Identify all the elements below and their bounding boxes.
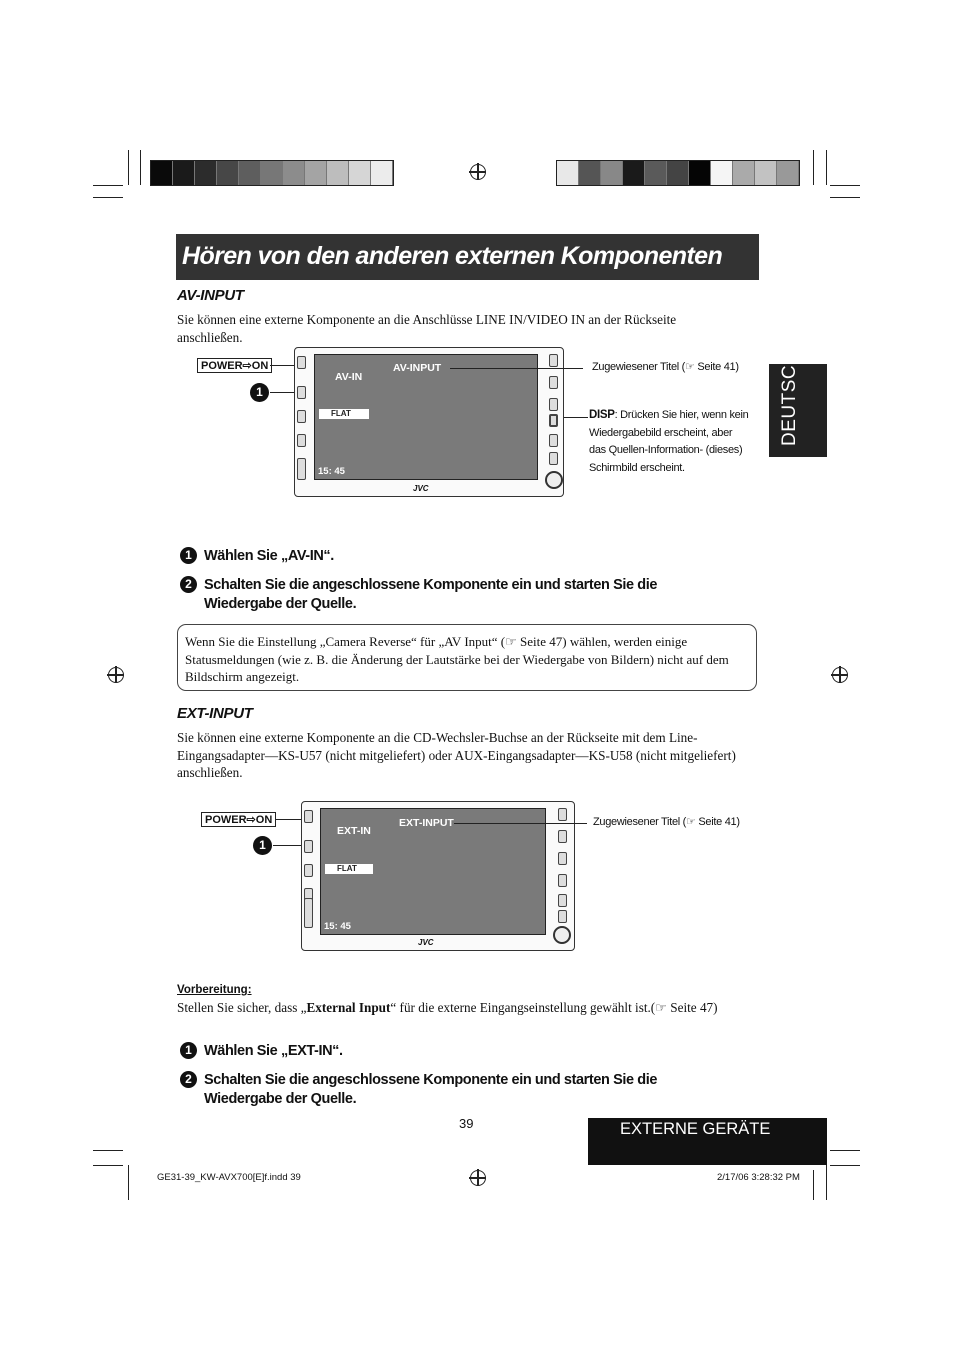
display-screen: [314, 354, 538, 480]
crop-mark: [128, 150, 129, 185]
section-footer-label: EXTERNE GERÄTE: [620, 1120, 771, 1138]
side-button[interactable]: [558, 910, 567, 923]
assigned-title-callout: Zugewiesener Titel (☞ Seite 41): [593, 816, 740, 828]
screen-clock: 15: 45: [318, 466, 345, 477]
crop-mark: [128, 1165, 129, 1200]
crop-mark: [826, 150, 827, 185]
page-title: Hören von den anderen externen Komponenten: [182, 242, 723, 270]
section-footer-tab: [588, 1118, 827, 1165]
step-marker: 1: [250, 383, 269, 402]
registration-mark: [108, 667, 124, 683]
car-receiver-unit: [294, 347, 564, 497]
crop-mark: [826, 1165, 827, 1200]
volume-knob[interactable]: [545, 471, 563, 489]
power-on-label: POWER⇨ON: [197, 358, 272, 373]
crop-mark: [830, 197, 860, 198]
side-button[interactable]: [549, 376, 558, 389]
step-text: Schalten Sie die angeschlossene Komponente ein und starten Sie die Wiedergabe der Quelle.: [204, 1072, 658, 1107]
disp-key: DISP: [589, 409, 615, 421]
disp-callout-text: das Quellen-Information- (dieses): [589, 444, 743, 456]
crop-mark: [813, 1170, 814, 1200]
display-screen: [320, 808, 546, 935]
side-button[interactable]: [304, 864, 313, 877]
language-tab-label: DEUTSCH: [779, 350, 800, 446]
side-button[interactable]: [549, 452, 558, 465]
step-number: 1: [180, 1042, 197, 1059]
screen-title: EXT-INPUT: [399, 817, 454, 829]
side-button[interactable]: [558, 894, 567, 907]
brand-logo: JVC: [413, 484, 429, 493]
preparation-text-post: “ für die externe Eingangseinstellung gewählt ist.(☞ Seite 47): [390, 1000, 718, 1015]
language-tab: [769, 350, 827, 457]
crop-mark: [830, 1150, 860, 1151]
source-button[interactable]: [297, 386, 306, 399]
power-button[interactable]: [297, 356, 306, 369]
power-button[interactable]: [304, 810, 313, 823]
step-text: Wählen Sie „EXT-IN“.: [204, 1043, 343, 1059]
crop-mark: [93, 197, 123, 198]
volume-knob[interactable]: [553, 926, 571, 944]
volume-rocker[interactable]: [297, 458, 306, 480]
disp-callout: [589, 407, 748, 477]
crop-mark: [813, 150, 814, 185]
step-text: Schalten Sie die angeschlossene Komponente ein und starten Sie die Wiedergabe der Quelle.: [204, 577, 658, 612]
side-button[interactable]: [297, 410, 306, 423]
av-input-intro: Sie können eine externe Komponente an die Anschlüsse LINE IN/VIDEO IN an der Rückseite anschließen.: [177, 312, 677, 345]
crop-mark: [140, 150, 141, 185]
crop-mark: [93, 1150, 123, 1151]
crop-mark: [830, 185, 860, 186]
ext-input-heading: EXT-INPUT: [177, 705, 253, 722]
source-button[interactable]: [304, 840, 313, 853]
volume-rocker[interactable]: [304, 898, 313, 928]
assigned-title-callout: Zugewiesener Titel (☞ Seite 41): [592, 361, 739, 373]
disp-button[interactable]: [549, 414, 558, 427]
disp-callout-text: : Drücken Sie hier, wenn kein: [614, 409, 749, 421]
side-button[interactable]: [558, 852, 567, 865]
step-number: 1: [180, 547, 197, 564]
page-number: 39: [459, 1116, 474, 1131]
preparation-label: Vorbereitung:: [177, 984, 252, 996]
ext-input-intro: Sie können eine externe Komponente an die CD-Wechsler-Buchse an der Rückseite mit dem Line-Eingangsadapter—KS-U57 (nicht mitgeliefert) oder AUX-Eingangsadapter—KS-U58 (nicht mitgeliefert) anschließen.: [177, 730, 736, 780]
color-bar-left: [150, 160, 394, 186]
screen-mode: FLAT: [319, 409, 369, 419]
imprint-file: GE31-39_KW-AVX700[E]f.indd 39: [157, 1172, 301, 1183]
step-number: 2: [180, 576, 197, 593]
side-button[interactable]: [549, 398, 558, 411]
screen-source: EXT-IN: [337, 825, 371, 837]
ext-diagram: [196, 800, 756, 955]
preparation-text-bold: External Input: [306, 1000, 391, 1015]
av-input-heading: AV-INPUT: [177, 287, 244, 304]
registration-mark: [470, 1170, 486, 1186]
registration-mark: [832, 667, 848, 683]
disp-callout-text: Schirmbild erscheint.: [589, 461, 685, 474]
screen-source: AV-IN: [335, 371, 363, 383]
preparation-text-pre: Stellen Sie sicher, dass „: [177, 1000, 307, 1015]
side-button[interactable]: [549, 354, 558, 367]
page-title-band: [176, 234, 759, 280]
step-number: 2: [180, 1071, 197, 1088]
crop-mark: [93, 185, 123, 186]
crop-mark: [830, 1165, 860, 1166]
note-text: Wenn Sie die Einstellung „Camera Reverse“ für „AV Input“ (☞ Seite 47) wählen, werden einige Statusmeldungen (wie z. B. die Änderung der Lautstärke bei der Wiedergabe von Bildern) nicht auf dem Bildschirm angezeigt.: [185, 634, 729, 684]
side-button[interactable]: [549, 434, 558, 447]
step-marker: 1: [253, 836, 272, 855]
preparation-text: [177, 999, 718, 1017]
step-text: Wählen Sie „AV-IN“.: [204, 548, 334, 564]
screen-title: AV-INPUT: [393, 362, 442, 374]
screen-clock: 15: 45: [324, 921, 351, 932]
color-bar-right: [556, 160, 800, 186]
side-button[interactable]: [558, 808, 567, 821]
side-button[interactable]: [558, 830, 567, 843]
power-on-label: POWER⇨ON: [201, 812, 276, 827]
imprint-date: 2/17/06 3:28:32 PM: [717, 1172, 800, 1183]
av-diagram: [190, 345, 760, 505]
note-box: [177, 624, 757, 691]
side-button[interactable]: [297, 434, 306, 447]
disp-callout-text: Wiedergabebild erscheint, aber: [589, 426, 733, 439]
side-button[interactable]: [558, 874, 567, 887]
registration-mark: [470, 164, 486, 180]
screen-mode: FLAT: [325, 864, 373, 874]
crop-mark: [93, 1165, 123, 1166]
brand-logo: JVC: [418, 938, 434, 947]
